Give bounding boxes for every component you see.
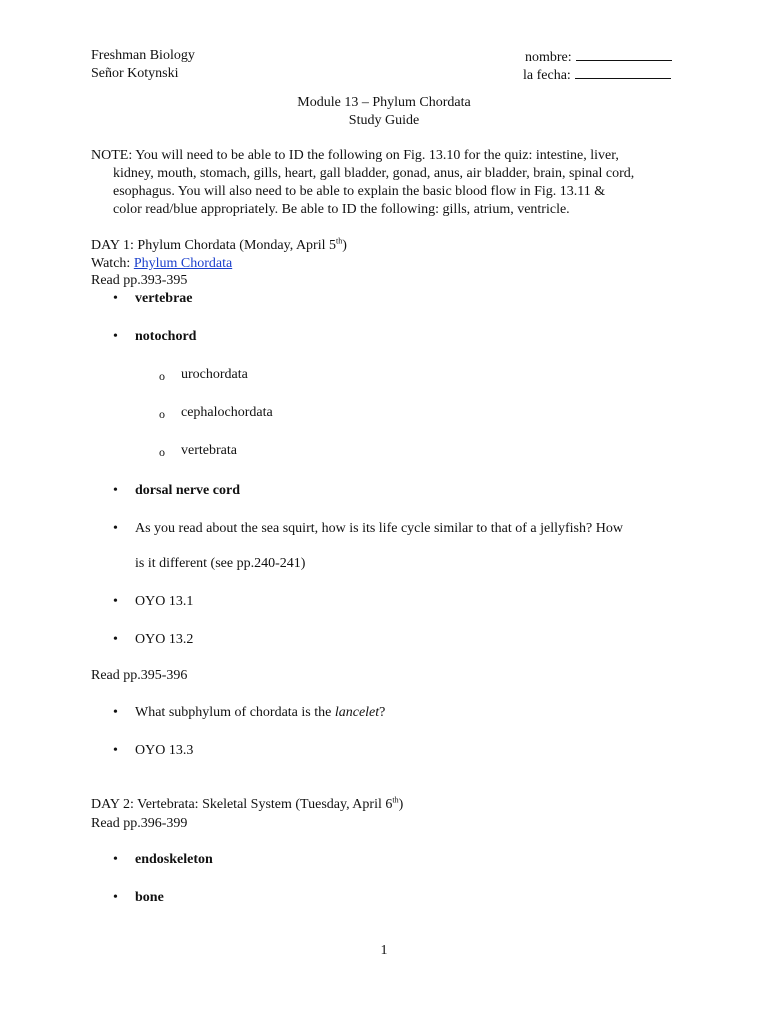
watch-label: Watch: [91, 256, 134, 271]
note-line-3: esophagus. You will also need to be able to explain the basic blood flow in Fig. 13.11 & [113, 184, 606, 199]
date-label: la fecha: [523, 68, 571, 83]
item-bone [135, 889, 164, 907]
day1-heading-sup: th [336, 236, 343, 246]
sub-bullet-icon: o [159, 445, 165, 459]
study-guide-title: Study Guide [348, 113, 420, 128]
day1-heading-text: DAY 1: Phylum Chordata (Monday, April 5 [91, 238, 336, 253]
bullet-icon: • [113, 890, 118, 905]
bullet-icon: • [113, 483, 118, 498]
item-endoskeleton-text: endoskeleton [135, 852, 213, 867]
day2-heading-text: DAY 2: Vertebrata: Skeletal System (Tuesday, April 6 [91, 797, 393, 812]
item-oyo-13-2: OYO 13.2 [135, 632, 194, 647]
note-paragraph [91, 147, 691, 219]
item-vertebrae [135, 290, 193, 308]
page-number: 1 [380, 943, 388, 958]
day2-heading-sup: th [392, 795, 399, 805]
name-label: nombre: [525, 50, 572, 65]
bullet-icon: • [113, 291, 118, 306]
item-vertebrae-text: vertebrae [135, 291, 193, 306]
name-field-row [525, 47, 672, 67]
subitem-cephalochordata: cephalochordata [181, 405, 273, 420]
day1-heading-close: ) [342, 238, 347, 253]
watch-row [91, 255, 232, 273]
day1-read-2: Read pp.395-396 [91, 668, 188, 683]
bullet-icon: • [113, 521, 118, 536]
teacher-name: Señor Kotynski [91, 66, 179, 81]
module-title: Module 13 – Phylum Chordata [297, 95, 471, 110]
lancelet-term: lancelet [334, 705, 380, 720]
day2-heading-close: ) [398, 797, 404, 812]
question-sea-squirt-line-1: As you read about the sea squirt, how is its life cycle similar to that of a jellyfish? How [135, 521, 623, 536]
item-bone-text: bone [135, 890, 164, 905]
sub-bullet-icon: o [159, 369, 165, 383]
bullet-icon: • [113, 329, 118, 344]
name-blank-line [576, 47, 672, 61]
subitem-urochordata: urochordata [181, 367, 248, 382]
note-line-4: color read/blue appropriately. Be able to ID the following: gills, atrium, ventricle. [113, 202, 570, 217]
day2-read: Read pp.396-399 [91, 816, 188, 831]
sub-bullet-icon: o [159, 407, 165, 421]
question-lancelet-text: What subphylum of chordata is the [135, 705, 335, 720]
day1-read-1: Read pp.393-395 [91, 273, 188, 288]
item-oyo-13-1: OYO 13.1 [135, 594, 194, 609]
bullet-icon: • [113, 594, 118, 609]
date-blank-line [575, 65, 671, 79]
item-oyo-13-3: OYO 13.3 [135, 743, 194, 758]
note-line-2: kidney, mouth, stomach, gills, heart, gall bladder, gonad, anus, air bladder, brain, spinal cord, [113, 166, 635, 181]
bullet-icon: • [113, 705, 118, 720]
item-notochord-text: notochord [135, 329, 197, 344]
date-field-row [523, 65, 671, 85]
note-line-1: NOTE: You will need to be able to ID the following on Fig. 13.10 for the quiz: intestine, liver, [91, 148, 619, 163]
question-sea-squirt-line-2: is it different (see pp.240-241) [135, 556, 306, 571]
bullet-icon: • [113, 632, 118, 647]
item-dorsal-nerve-cord [135, 482, 240, 500]
bullet-icon: • [113, 852, 118, 867]
item-dorsal-nerve-cord-text: dorsal nerve cord [135, 483, 240, 498]
item-notochord [135, 328, 196, 346]
question-lancelet [135, 704, 385, 722]
subitem-vertebrata: vertebrata [181, 443, 237, 458]
phylum-chordata-link[interactable]: Phylum Chordata [133, 256, 233, 271]
day2-heading [91, 796, 403, 814]
item-endoskeleton [135, 851, 213, 869]
day1-heading [91, 237, 347, 255]
bullet-icon: • [113, 743, 118, 758]
question-lancelet-end: ? [379, 705, 386, 720]
course-name: Freshman Biology [91, 48, 195, 63]
